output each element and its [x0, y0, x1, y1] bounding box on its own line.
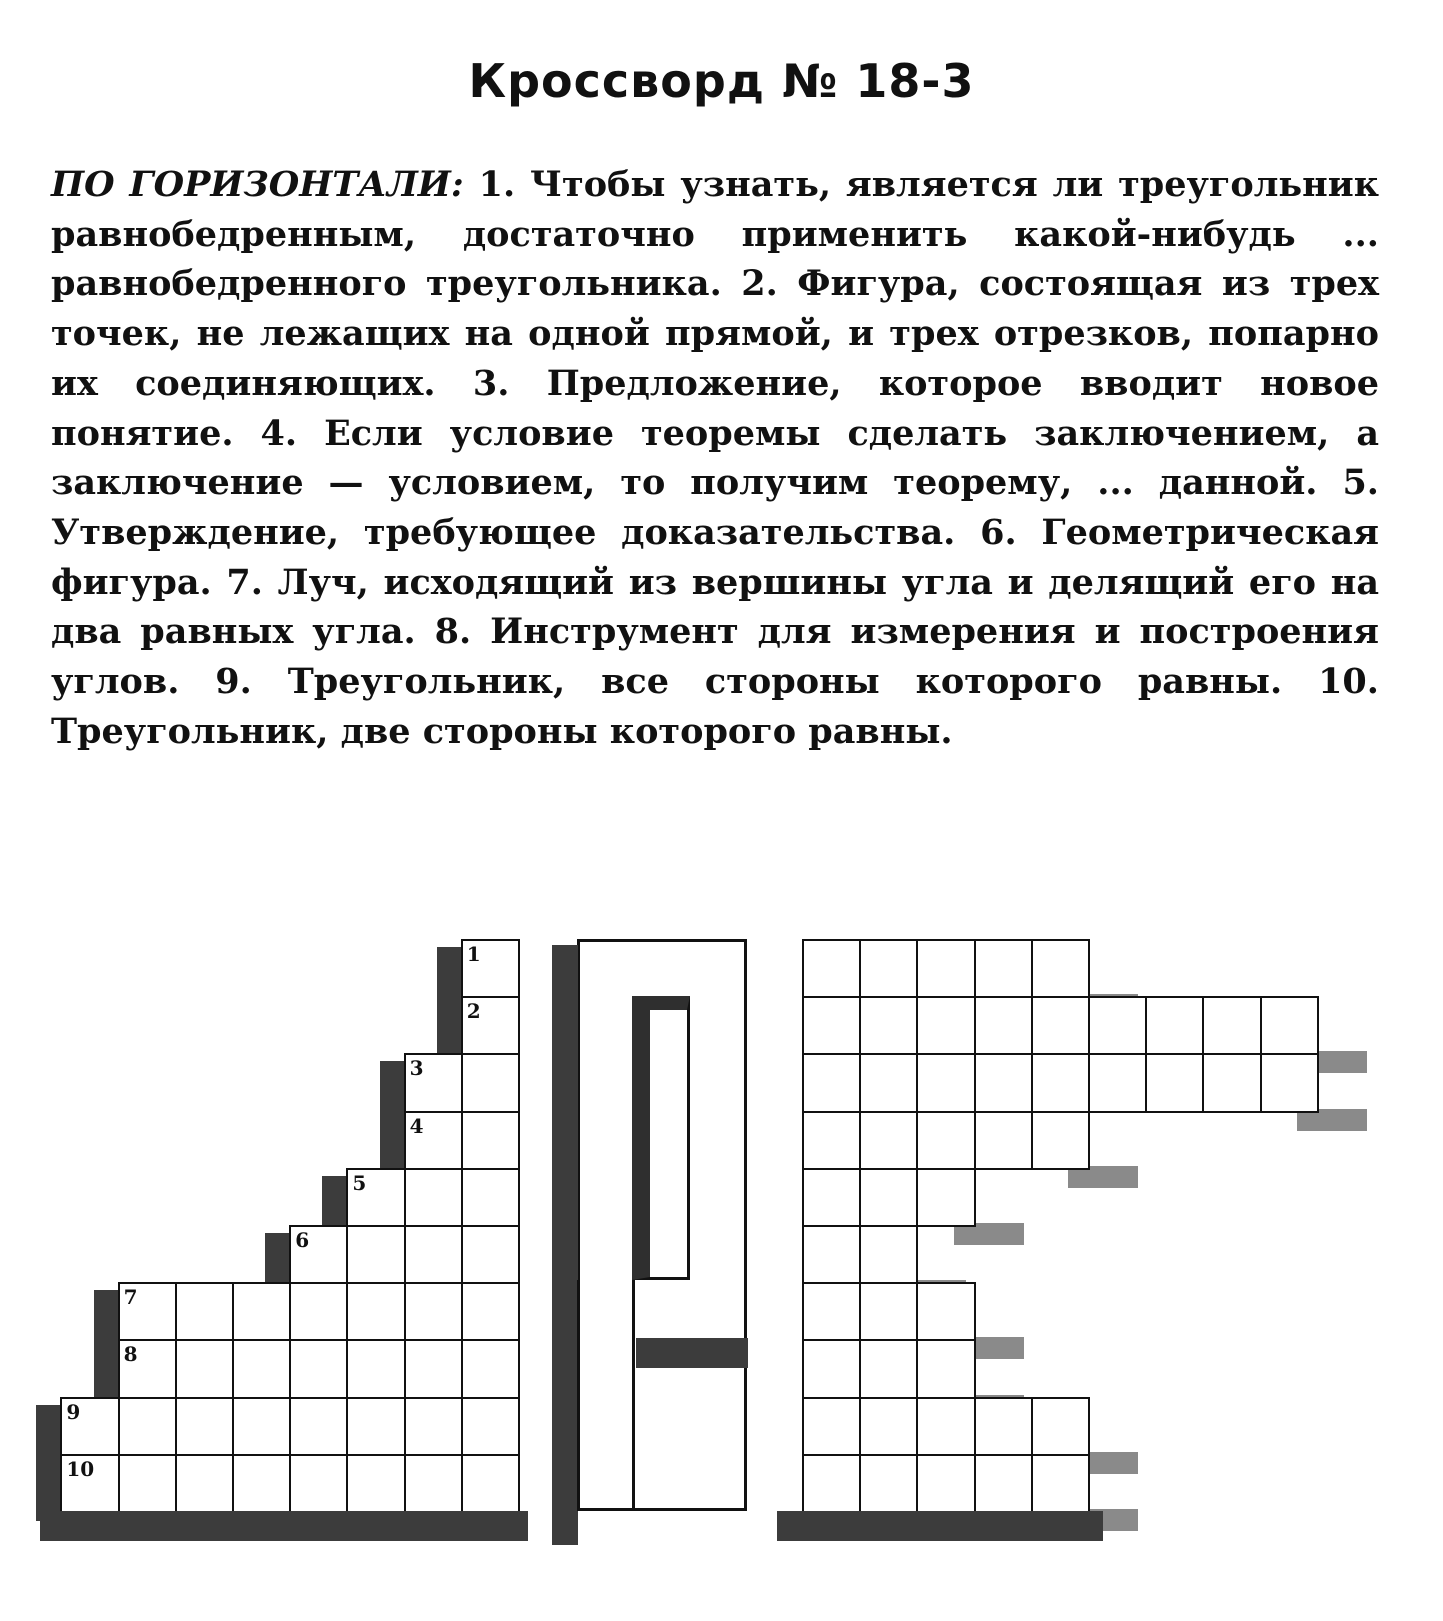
crossword-cell[interactable] — [1031, 1454, 1090, 1513]
clue-text: Предложение, которое вводит новое понятие. — [51, 362, 1379, 454]
crossword-cell[interactable] — [461, 1225, 520, 1284]
row-number: 1 — [466, 942, 481, 966]
crossword-cell[interactable] — [1145, 1053, 1204, 1112]
crossword-cell[interactable] — [1031, 1111, 1090, 1170]
crossword-cell[interactable] — [404, 1053, 463, 1112]
crossword-cell[interactable] — [802, 1111, 861, 1170]
crossword-cell[interactable] — [802, 1282, 861, 1341]
crossword-cell[interactable] — [974, 1053, 1033, 1112]
crossword-cell[interactable] — [232, 1454, 291, 1513]
clue-number: 1. — [478, 164, 516, 205]
crossword-cell[interactable] — [232, 1339, 291, 1398]
clue-number: 5. — [1342, 462, 1379, 504]
crossword-cell[interactable] — [175, 1339, 234, 1398]
crossword-cell[interactable] — [859, 1397, 918, 1456]
letter-shadow — [552, 945, 578, 1545]
clue-text: Чтобы узнать, является ли треугольник равнобедренным, достаточно применить какой-нибудь ... равнобедренного треугольника. — [51, 164, 1380, 305]
row-number: 10 — [66, 1456, 95, 1481]
crossword-cell[interactable] — [175, 1454, 234, 1513]
crossword-cell[interactable] — [404, 1339, 463, 1398]
clue-text: Треугольник, все стороны которого равны. — [251, 661, 1319, 703]
letter-stem — [577, 1280, 635, 1511]
crossword-cell[interactable] — [802, 1454, 861, 1513]
crossword-cell[interactable] — [1202, 1053, 1261, 1112]
crossword-cell[interactable] — [1202, 996, 1261, 1055]
crossword-cell[interactable] — [346, 1225, 405, 1284]
clue-number: 2. — [741, 263, 778, 305]
crossword-cell[interactable] — [802, 1053, 861, 1112]
crossword-cell[interactable] — [974, 939, 1033, 998]
row-number: 7 — [123, 1285, 138, 1310]
crossword-cell[interactable] — [1031, 1397, 1090, 1456]
crossword-cell[interactable] — [974, 1454, 1033, 1513]
clue-number: 8. — [434, 611, 472, 653]
crossword-cell[interactable] — [461, 1168, 520, 1227]
crossword-cell[interactable] — [289, 1454, 348, 1513]
crossword-cell[interactable] — [346, 1339, 405, 1398]
clue-text: Луч, исходящий из вершины угла и делящий его на два равных угла. — [51, 561, 1379, 653]
crossword-cell[interactable] — [859, 1339, 918, 1398]
crossword-cell[interactable] — [289, 1225, 348, 1284]
clue-number: 7. — [226, 561, 263, 603]
crossword-cell[interactable] — [289, 1282, 348, 1341]
crossword-cell[interactable] — [859, 1282, 918, 1341]
crossword-cell[interactable] — [859, 1111, 918, 1170]
crossword-cell[interactable] — [859, 1225, 918, 1284]
crossword-cell[interactable] — [802, 1397, 861, 1456]
row-number: 4 — [409, 1113, 424, 1138]
clue-number: 9. — [215, 661, 252, 703]
clue-text: Утверждение, требующее доказательства. — [51, 511, 981, 553]
crossword-cell[interactable] — [859, 1454, 918, 1513]
crossword-cell[interactable] — [859, 1053, 918, 1112]
clue-text: Если условие теоремы сделать заключением, а заключение — условием, то получим теорему, ... данной. — [51, 412, 1379, 504]
crossword-cell[interactable] — [461, 1454, 520, 1513]
row-number: 5 — [352, 1170, 367, 1195]
crossword-cell[interactable] — [916, 1397, 975, 1456]
crossword-cell[interactable] — [118, 1397, 177, 1456]
crossword-cell[interactable] — [118, 1282, 177, 1341]
crossword-cell[interactable] — [859, 1168, 918, 1227]
clue-text: Треугольник, две стороны которого равны. — [51, 710, 953, 752]
crossword-cell[interactable] — [916, 939, 975, 998]
row-number: 6 — [295, 1228, 310, 1252]
crossword-cell[interactable] — [916, 1053, 975, 1112]
page-title: Кроссворд № 18-3 — [468, 54, 975, 108]
crossword-cell[interactable] — [232, 1397, 291, 1456]
crossword-cell[interactable] — [175, 1397, 234, 1456]
crossword-cell[interactable] — [404, 1454, 463, 1513]
row-number: 3 — [409, 1056, 424, 1081]
crossword-cell[interactable] — [974, 1111, 1033, 1170]
cell-shadow — [36, 1405, 62, 1464]
row-number: 2 — [466, 999, 481, 1024]
crossword-cell[interactable] — [1145, 996, 1204, 1055]
crossword-cell[interactable] — [346, 1168, 405, 1227]
crossword-cell[interactable] — [974, 1397, 1033, 1456]
crossword-cell[interactable] — [802, 996, 861, 1055]
crossword-cell[interactable] — [916, 996, 975, 1055]
crossword-cell[interactable] — [802, 1225, 861, 1284]
letter-step-shadow — [636, 1338, 748, 1368]
crossword-cell[interactable] — [916, 1282, 975, 1341]
clue-number: 6. — [980, 511, 1017, 553]
crossword-cell[interactable] — [802, 1168, 861, 1227]
crossword-cell[interactable] — [859, 939, 918, 998]
crossword-cell[interactable] — [916, 1454, 975, 1513]
crossword-cell[interactable] — [118, 1339, 177, 1398]
crossword-cell[interactable] — [404, 1282, 463, 1341]
crossword-cell[interactable] — [118, 1454, 177, 1513]
crossword-cell[interactable] — [404, 1111, 463, 1170]
crossword-cell[interactable] — [289, 1339, 348, 1398]
crossword-cell[interactable] — [1260, 996, 1319, 1055]
crossword-cell[interactable] — [1031, 1053, 1090, 1112]
crossword-cell[interactable] — [1088, 1053, 1147, 1112]
grid-bottom-shadow — [40, 1511, 528, 1541]
crossword-cell[interactable] — [404, 1168, 463, 1227]
clue-text: Фигура, состоящая из трех точек, не лежащих на одной прямой, и трех отрезков, попарно их соединяющих. — [51, 263, 1379, 404]
crossword-cell[interactable] — [916, 1339, 975, 1398]
crossword-cell[interactable] — [461, 1397, 520, 1456]
grid-bottom-shadow — [777, 1511, 1103, 1541]
cell-shadow — [380, 1061, 406, 1120]
crossword-cell[interactable] — [346, 1454, 405, 1513]
crossword-cell[interactable] — [859, 996, 918, 1055]
crossword-cell[interactable] — [802, 1339, 861, 1398]
crossword-cell[interactable] — [232, 1282, 291, 1341]
crossword-cell[interactable] — [916, 1168, 975, 1227]
crossword-cell[interactable] — [289, 1397, 348, 1456]
row-number: 8 — [123, 1342, 138, 1367]
crossword-cell[interactable] — [404, 1225, 463, 1284]
cell-shadow — [437, 947, 463, 1006]
crossword-cell[interactable] — [346, 1397, 405, 1456]
crossword-cell[interactable] — [802, 939, 861, 998]
clues-heading: ПО ГОРИЗОНТАЛИ: — [51, 164, 464, 205]
crossword-cell[interactable] — [461, 1339, 520, 1398]
crossword-cell[interactable] — [60, 1454, 119, 1513]
crossword-cell[interactable] — [1260, 1053, 1319, 1112]
crossword-cell[interactable] — [1031, 996, 1090, 1055]
crossword-cell[interactable] — [461, 996, 520, 1055]
crossword-cell[interactable] — [974, 996, 1033, 1055]
cell-shadow — [94, 1290, 120, 1349]
row-number: 9 — [66, 1399, 81, 1424]
letter-counter — [632, 996, 690, 1280]
crossword-cell[interactable] — [346, 1282, 405, 1341]
crossword-cell[interactable] — [461, 939, 520, 998]
crossword-cell[interactable] — [461, 1111, 520, 1170]
clue-number: 3. — [472, 362, 510, 404]
clue-number: 4. — [260, 412, 298, 454]
crossword-cell[interactable] — [916, 1111, 975, 1170]
crossword-cell[interactable] — [175, 1282, 234, 1341]
crossword-cell[interactable] — [1031, 939, 1090, 998]
clue-text: Геометрическая фигура. — [51, 511, 1379, 603]
crossword-cell[interactable] — [461, 1053, 520, 1112]
clue-number: 10. — [1318, 661, 1379, 703]
clue-text: Инструмент для измерения и построения углов. — [51, 611, 1379, 703]
crossword-cell[interactable] — [404, 1397, 463, 1456]
crossword-cell[interactable] — [60, 1397, 119, 1456]
crossword-cell[interactable] — [461, 1282, 520, 1341]
crossword-cell[interactable] — [1088, 996, 1147, 1055]
